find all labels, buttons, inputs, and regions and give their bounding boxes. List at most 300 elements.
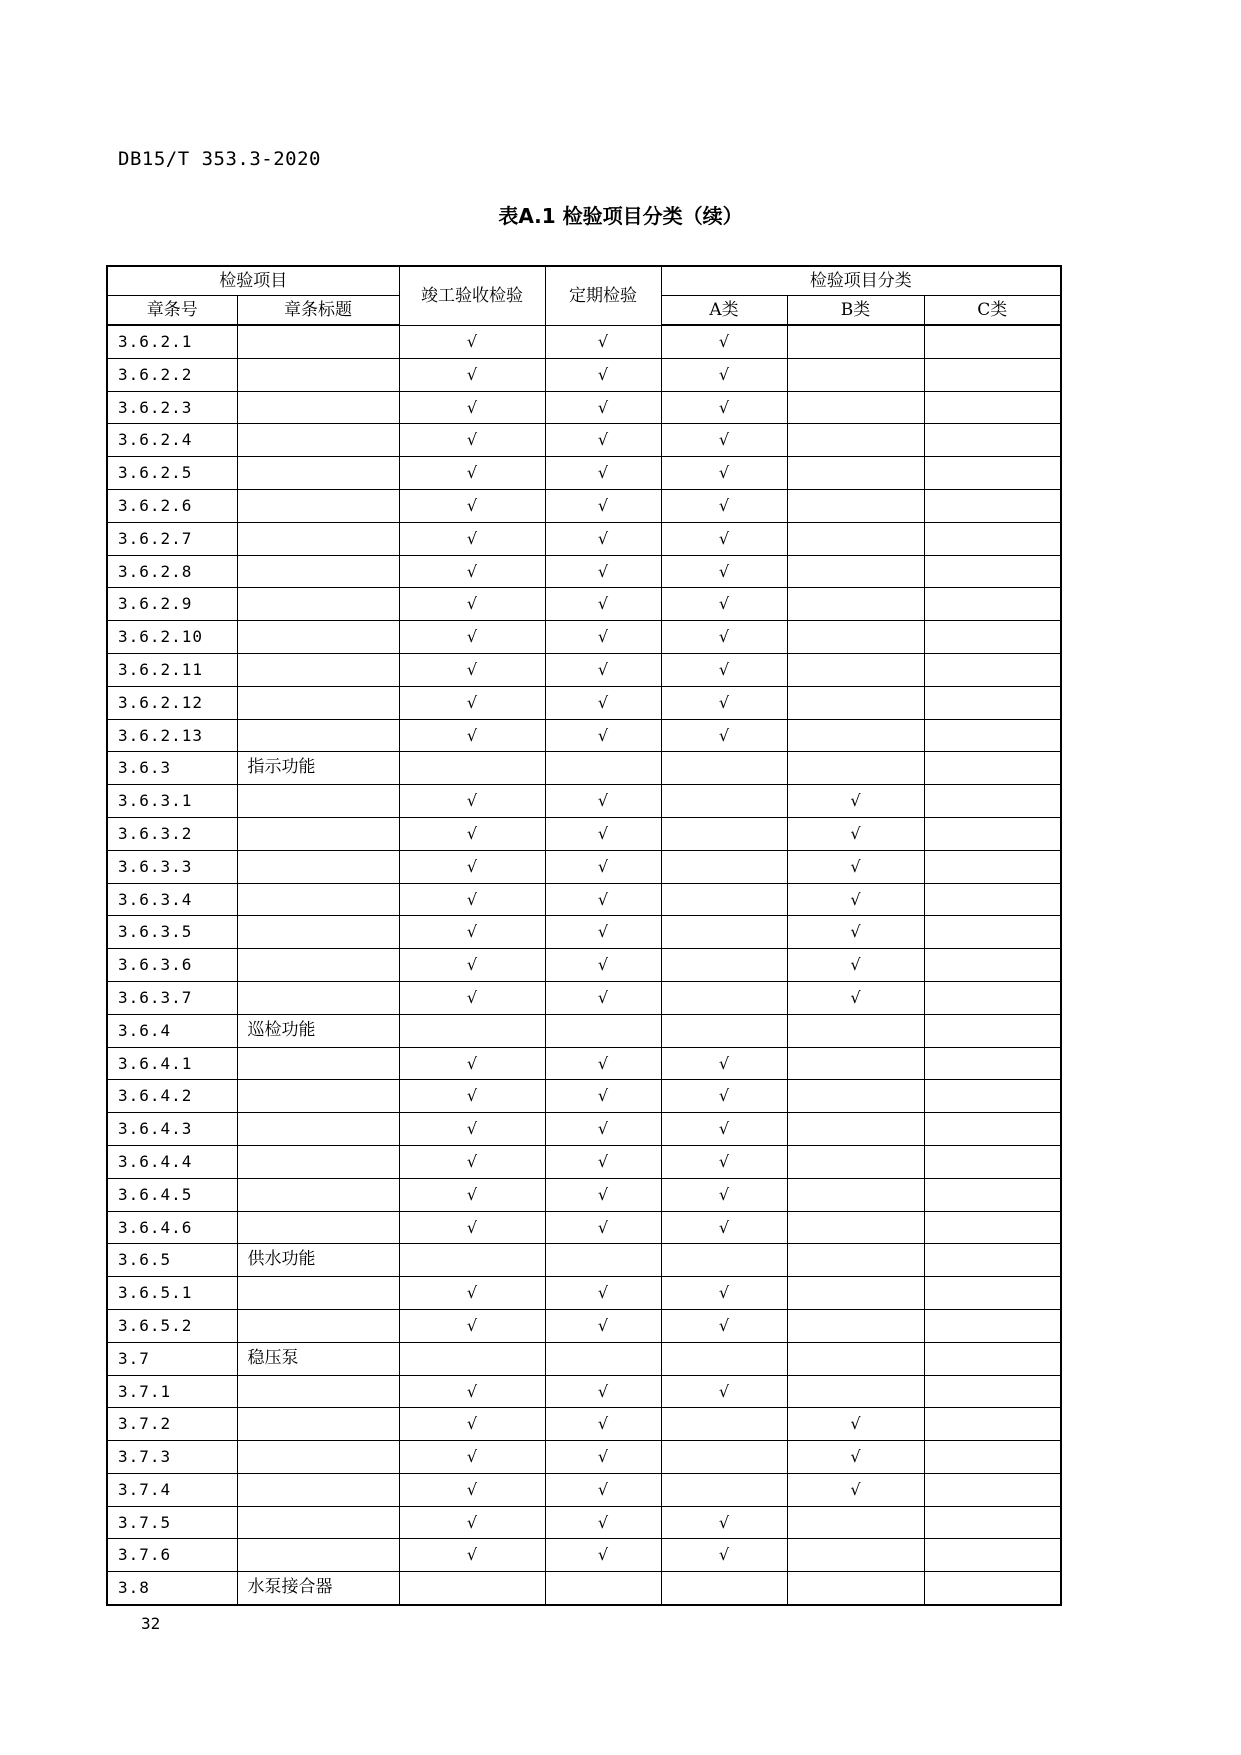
class-b-check-cell <box>787 358 924 391</box>
class-c-check-cell <box>924 1342 1061 1375</box>
clause-title-cell <box>237 850 399 883</box>
class-b-check-cell <box>787 391 924 424</box>
clause-number-cell: 3.6.2.12 <box>107 686 237 719</box>
clause-title-cell <box>237 522 399 555</box>
class-a-check-cell: √ <box>661 686 787 719</box>
clause-number-cell: 3.6.3 <box>107 752 237 785</box>
table-row <box>107 1113 1061 1146</box>
class-a-check-cell <box>661 1342 787 1375</box>
table-row <box>107 949 1061 982</box>
clause-title-cell <box>237 391 399 424</box>
header-completion: 竣工验收检验 <box>399 266 545 325</box>
class-a-check-cell: √ <box>661 555 787 588</box>
class-b-check-cell <box>787 457 924 490</box>
table-row <box>107 489 1061 522</box>
class-b-check-cell <box>787 686 924 719</box>
class-a-check-cell: √ <box>661 1277 787 1310</box>
table-row <box>107 325 1061 358</box>
completion-check-cell: √ <box>399 457 545 490</box>
class-b-check-cell <box>787 588 924 621</box>
completion-check-cell: √ <box>399 785 545 818</box>
clause-number-cell: 3.7.1 <box>107 1375 237 1408</box>
class-a-check-cell <box>661 817 787 850</box>
class-a-check-cell: √ <box>661 1211 787 1244</box>
header-category-group: 检验项目分类 <box>661 266 1061 296</box>
clause-number-cell: 3.6.3.6 <box>107 949 237 982</box>
table-row <box>107 391 1061 424</box>
clause-title-cell <box>237 719 399 752</box>
clause-title-cell <box>237 817 399 850</box>
clause-title-cell <box>237 1506 399 1539</box>
class-a-check-cell: √ <box>661 522 787 555</box>
clause-number-cell: 3.6.2.6 <box>107 489 237 522</box>
clause-title-cell: 供水功能 <box>237 1244 399 1277</box>
table-row <box>107 785 1061 818</box>
class-b-check-cell <box>787 1506 924 1539</box>
class-b-check-cell <box>787 1539 924 1572</box>
completion-check-cell: √ <box>399 883 545 916</box>
class-b-check-cell <box>787 1572 924 1605</box>
periodic-check-cell <box>545 1342 661 1375</box>
clause-number-cell: 3.6.3.5 <box>107 916 237 949</box>
class-c-check-cell <box>924 1572 1061 1605</box>
completion-check-cell: √ <box>399 1047 545 1080</box>
table-row <box>107 1408 1061 1441</box>
class-c-check-cell <box>924 817 1061 850</box>
clause-title-cell <box>237 883 399 916</box>
header-clause-title: 章条标题 <box>237 296 399 326</box>
class-c-check-cell <box>924 555 1061 588</box>
class-b-check-cell <box>787 1145 924 1178</box>
completion-check-cell: √ <box>399 719 545 752</box>
periodic-check-cell: √ <box>545 424 661 457</box>
clause-title-cell <box>237 555 399 588</box>
class-c-check-cell <box>924 1080 1061 1113</box>
class-b-check-cell <box>787 719 924 752</box>
periodic-check-cell <box>545 752 661 785</box>
periodic-check-cell: √ <box>545 1309 661 1342</box>
class-a-check-cell: √ <box>661 1506 787 1539</box>
clause-title-cell <box>237 1211 399 1244</box>
class-c-check-cell <box>924 1506 1061 1539</box>
table-row <box>107 1506 1061 1539</box>
class-b-check-cell <box>787 1277 924 1310</box>
periodic-check-cell: √ <box>545 686 661 719</box>
table-row <box>107 1178 1061 1211</box>
table-caption: 表A.1 检验项目分类（续） <box>498 204 743 228</box>
clause-title-cell <box>237 621 399 654</box>
class-b-check-cell: √ <box>787 883 924 916</box>
class-b-check-cell <box>787 522 924 555</box>
class-c-check-cell <box>924 489 1061 522</box>
class-b-check-cell <box>787 1178 924 1211</box>
periodic-check-cell: √ <box>545 1473 661 1506</box>
completion-check-cell: √ <box>399 424 545 457</box>
page-number: 32 <box>141 1614 161 1633</box>
class-a-check-cell: √ <box>661 1080 787 1113</box>
completion-check-cell: √ <box>399 1113 545 1146</box>
completion-check-cell: √ <box>399 555 545 588</box>
class-b-check-cell <box>787 621 924 654</box>
clause-number-cell: 3.6.5 <box>107 1244 237 1277</box>
completion-check-cell: √ <box>399 358 545 391</box>
class-c-check-cell <box>924 1473 1061 1506</box>
clause-title-cell <box>237 457 399 490</box>
clause-title-cell <box>237 1080 399 1113</box>
class-a-check-cell: √ <box>661 1145 787 1178</box>
periodic-check-cell: √ <box>545 555 661 588</box>
table-row <box>107 1211 1061 1244</box>
table-row <box>107 1145 1061 1178</box>
table-row <box>107 883 1061 916</box>
class-c-check-cell <box>924 1539 1061 1572</box>
class-c-check-cell <box>924 457 1061 490</box>
class-c-check-cell <box>924 325 1061 358</box>
completion-check-cell: √ <box>399 325 545 358</box>
class-b-check-cell <box>787 752 924 785</box>
table-row <box>107 1014 1061 1047</box>
table-row <box>107 457 1061 490</box>
table-row <box>107 1375 1061 1408</box>
clause-number-cell: 3.6.2.2 <box>107 358 237 391</box>
header-item-group: 检验项目 <box>107 266 399 296</box>
clause-title-cell: 稳压泵 <box>237 1342 399 1375</box>
periodic-check-cell: √ <box>545 1277 661 1310</box>
clause-title-cell <box>237 1113 399 1146</box>
class-a-check-cell: √ <box>661 621 787 654</box>
table-row <box>107 1441 1061 1474</box>
periodic-check-cell: √ <box>545 1047 661 1080</box>
clause-number-cell: 3.6.5.2 <box>107 1309 237 1342</box>
table-row <box>107 424 1061 457</box>
periodic-check-cell: √ <box>545 391 661 424</box>
class-b-check-cell <box>787 555 924 588</box>
class-c-check-cell <box>924 883 1061 916</box>
clause-title-cell <box>237 1408 399 1441</box>
periodic-check-cell: √ <box>545 719 661 752</box>
periodic-check-cell: √ <box>545 1375 661 1408</box>
table-row <box>107 555 1061 588</box>
class-b-check-cell: √ <box>787 916 924 949</box>
clause-number-cell: 3.6.2.11 <box>107 653 237 686</box>
class-a-check-cell <box>661 883 787 916</box>
completion-check-cell: √ <box>399 588 545 621</box>
periodic-check-cell <box>545 1014 661 1047</box>
clause-number-cell: 3.6.5.1 <box>107 1277 237 1310</box>
header-cat-a: A类 <box>661 296 787 326</box>
clause-number-cell: 3.8 <box>107 1572 237 1605</box>
class-c-check-cell <box>924 621 1061 654</box>
class-b-check-cell: √ <box>787 785 924 818</box>
class-a-check-cell: √ <box>661 1309 787 1342</box>
class-a-check-cell <box>661 981 787 1014</box>
class-c-check-cell <box>924 949 1061 982</box>
clause-number-cell: 3.6.4.6 <box>107 1211 237 1244</box>
completion-check-cell: √ <box>399 653 545 686</box>
clause-title-cell <box>237 686 399 719</box>
class-a-check-cell <box>661 1244 787 1277</box>
completion-check-cell: √ <box>399 850 545 883</box>
class-b-check-cell <box>787 489 924 522</box>
table-row <box>107 1244 1061 1277</box>
class-c-check-cell <box>924 752 1061 785</box>
clause-number-cell: 3.6.3.7 <box>107 981 237 1014</box>
class-a-check-cell: √ <box>661 1113 787 1146</box>
class-a-check-cell: √ <box>661 719 787 752</box>
class-c-check-cell <box>924 719 1061 752</box>
clause-title-cell <box>237 588 399 621</box>
periodic-check-cell: √ <box>545 358 661 391</box>
header-cat-c: C类 <box>924 296 1061 326</box>
completion-check-cell: √ <box>399 1309 545 1342</box>
clause-title-cell <box>237 653 399 686</box>
class-a-check-cell <box>661 1441 787 1474</box>
clause-number-cell: 3.6.2.4 <box>107 424 237 457</box>
periodic-check-cell <box>545 1244 661 1277</box>
completion-check-cell <box>399 1342 545 1375</box>
periodic-check-cell: √ <box>545 588 661 621</box>
completion-check-cell: √ <box>399 621 545 654</box>
class-b-check-cell: √ <box>787 949 924 982</box>
class-c-check-cell <box>924 1277 1061 1310</box>
table-row <box>107 817 1061 850</box>
completion-check-cell: √ <box>399 522 545 555</box>
class-c-check-cell <box>924 391 1061 424</box>
header-periodic: 定期检验 <box>545 266 661 325</box>
class-a-check-cell <box>661 916 787 949</box>
completion-check-cell <box>399 752 545 785</box>
completion-check-cell: √ <box>399 916 545 949</box>
class-c-check-cell <box>924 358 1061 391</box>
completion-check-cell: √ <box>399 1473 545 1506</box>
class-c-check-cell <box>924 1375 1061 1408</box>
periodic-check-cell: √ <box>545 1178 661 1211</box>
table-row <box>107 1342 1061 1375</box>
periodic-check-cell: √ <box>545 1506 661 1539</box>
class-b-check-cell <box>787 1014 924 1047</box>
table-row <box>107 1572 1061 1605</box>
completion-check-cell <box>399 1014 545 1047</box>
class-c-check-cell <box>924 522 1061 555</box>
periodic-check-cell: √ <box>545 949 661 982</box>
class-a-check-cell: √ <box>661 653 787 686</box>
clause-title-cell <box>237 1539 399 1572</box>
class-b-check-cell: √ <box>787 850 924 883</box>
clause-number-cell: 3.7.2 <box>107 1408 237 1441</box>
class-a-check-cell: √ <box>661 424 787 457</box>
class-c-check-cell <box>924 1047 1061 1080</box>
class-a-check-cell <box>661 1408 787 1441</box>
completion-check-cell: √ <box>399 1178 545 1211</box>
class-a-check-cell <box>661 1572 787 1605</box>
periodic-check-cell: √ <box>545 1539 661 1572</box>
header-clause-no: 章条号 <box>107 296 237 326</box>
class-a-check-cell <box>661 752 787 785</box>
class-b-check-cell <box>787 424 924 457</box>
completion-check-cell: √ <box>399 817 545 850</box>
class-c-check-cell <box>924 1441 1061 1474</box>
clause-title-cell <box>237 358 399 391</box>
clause-number-cell: 3.6.3.1 <box>107 785 237 818</box>
clause-title-cell <box>237 1047 399 1080</box>
periodic-check-cell: √ <box>545 489 661 522</box>
completion-check-cell <box>399 1244 545 1277</box>
clause-title-cell <box>237 1441 399 1474</box>
completion-check-cell: √ <box>399 489 545 522</box>
clause-title-cell <box>237 1375 399 1408</box>
table-row <box>107 358 1061 391</box>
periodic-check-cell: √ <box>545 1145 661 1178</box>
class-b-check-cell <box>787 1047 924 1080</box>
periodic-check-cell: √ <box>545 850 661 883</box>
class-b-check-cell <box>787 1211 924 1244</box>
class-c-check-cell <box>924 1014 1061 1047</box>
clause-number-cell: 3.6.4.5 <box>107 1178 237 1211</box>
clause-title-cell <box>237 785 399 818</box>
class-b-check-cell <box>787 653 924 686</box>
table-row <box>107 1080 1061 1113</box>
class-b-check-cell <box>787 1342 924 1375</box>
class-a-check-cell: √ <box>661 1178 787 1211</box>
clause-title-cell <box>237 1473 399 1506</box>
class-a-check-cell: √ <box>661 1539 787 1572</box>
completion-check-cell: √ <box>399 1145 545 1178</box>
periodic-check-cell: √ <box>545 916 661 949</box>
clause-title-cell <box>237 949 399 982</box>
clause-title-cell <box>237 1178 399 1211</box>
table-row <box>107 588 1061 621</box>
table-row <box>107 850 1061 883</box>
clause-number-cell: 3.6.3.3 <box>107 850 237 883</box>
header-cat-b: B类 <box>787 296 924 326</box>
clause-number-cell: 3.6.2.13 <box>107 719 237 752</box>
class-a-check-cell: √ <box>661 457 787 490</box>
completion-check-cell <box>399 1572 545 1605</box>
class-b-check-cell <box>787 1244 924 1277</box>
class-b-check-cell <box>787 1309 924 1342</box>
class-c-check-cell <box>924 1178 1061 1211</box>
completion-check-cell: √ <box>399 391 545 424</box>
periodic-check-cell: √ <box>545 457 661 490</box>
class-a-check-cell: √ <box>661 1375 787 1408</box>
class-a-check-cell <box>661 949 787 982</box>
clause-number-cell: 3.6.2.5 <box>107 457 237 490</box>
table-row <box>107 1047 1061 1080</box>
class-b-check-cell: √ <box>787 1441 924 1474</box>
completion-check-cell: √ <box>399 1506 545 1539</box>
class-a-check-cell: √ <box>661 358 787 391</box>
table-row <box>107 719 1061 752</box>
document-code: DB15/T 353.3-2020 <box>118 148 321 170</box>
periodic-check-cell: √ <box>545 653 661 686</box>
completion-check-cell: √ <box>399 1277 545 1310</box>
class-b-check-cell <box>787 1080 924 1113</box>
completion-check-cell: √ <box>399 1080 545 1113</box>
periodic-check-cell: √ <box>545 325 661 358</box>
periodic-check-cell: √ <box>545 1113 661 1146</box>
periodic-check-cell: √ <box>545 522 661 555</box>
class-c-check-cell <box>924 1211 1061 1244</box>
clause-title-cell <box>237 1277 399 1310</box>
clause-number-cell: 3.7.6 <box>107 1539 237 1572</box>
table-body <box>107 325 1061 1605</box>
class-a-check-cell <box>661 785 787 818</box>
periodic-check-cell: √ <box>545 1441 661 1474</box>
clause-number-cell: 3.6.4.4 <box>107 1145 237 1178</box>
clause-number-cell: 3.7 <box>107 1342 237 1375</box>
table-row <box>107 522 1061 555</box>
clause-number-cell: 3.6.4 <box>107 1014 237 1047</box>
table-row <box>107 1309 1061 1342</box>
class-a-check-cell <box>661 850 787 883</box>
clause-number-cell: 3.6.2.10 <box>107 621 237 654</box>
class-c-check-cell <box>924 588 1061 621</box>
table-row <box>107 686 1061 719</box>
completion-check-cell: √ <box>399 949 545 982</box>
table-row <box>107 1277 1061 1310</box>
clause-number-cell: 3.6.3.4 <box>107 883 237 916</box>
table-row <box>107 653 1061 686</box>
class-c-check-cell <box>924 850 1061 883</box>
periodic-check-cell: √ <box>545 785 661 818</box>
class-c-check-cell <box>924 1244 1061 1277</box>
periodic-check-cell: √ <box>545 817 661 850</box>
clause-title-cell <box>237 981 399 1014</box>
class-c-check-cell <box>924 686 1061 719</box>
class-b-check-cell <box>787 1375 924 1408</box>
class-a-check-cell <box>661 1473 787 1506</box>
completion-check-cell: √ <box>399 686 545 719</box>
periodic-check-cell: √ <box>545 1080 661 1113</box>
class-c-check-cell <box>924 785 1061 818</box>
class-c-check-cell <box>924 653 1061 686</box>
periodic-check-cell <box>545 1572 661 1605</box>
table-row <box>107 981 1061 1014</box>
completion-check-cell: √ <box>399 1539 545 1572</box>
clause-number-cell: 3.7.4 <box>107 1473 237 1506</box>
class-a-check-cell: √ <box>661 325 787 358</box>
clause-title-cell: 水泵接合器 <box>237 1572 399 1605</box>
class-c-check-cell <box>924 1145 1061 1178</box>
inspection-classification-table <box>106 265 1062 1606</box>
class-a-check-cell <box>661 1014 787 1047</box>
completion-check-cell: √ <box>399 981 545 1014</box>
clause-number-cell: 3.7.5 <box>107 1506 237 1539</box>
class-b-check-cell: √ <box>787 817 924 850</box>
completion-check-cell: √ <box>399 1211 545 1244</box>
clause-number-cell: 3.6.2.7 <box>107 522 237 555</box>
clause-number-cell: 3.6.2.9 <box>107 588 237 621</box>
clause-title-cell <box>237 1309 399 1342</box>
table-row <box>107 916 1061 949</box>
clause-number-cell: 3.6.4.1 <box>107 1047 237 1080</box>
class-b-check-cell: √ <box>787 981 924 1014</box>
clause-number-cell: 3.7.3 <box>107 1441 237 1474</box>
class-b-check-cell <box>787 325 924 358</box>
class-b-check-cell <box>787 1113 924 1146</box>
class-b-check-cell: √ <box>787 1473 924 1506</box>
table-row <box>107 621 1061 654</box>
class-c-check-cell <box>924 1113 1061 1146</box>
periodic-check-cell: √ <box>545 883 661 916</box>
class-a-check-cell: √ <box>661 391 787 424</box>
clause-title-cell <box>237 916 399 949</box>
class-a-check-cell: √ <box>661 489 787 522</box>
clause-number-cell: 3.6.4.3 <box>107 1113 237 1146</box>
class-c-check-cell <box>924 1309 1061 1342</box>
periodic-check-cell: √ <box>545 621 661 654</box>
class-a-check-cell: √ <box>661 588 787 621</box>
